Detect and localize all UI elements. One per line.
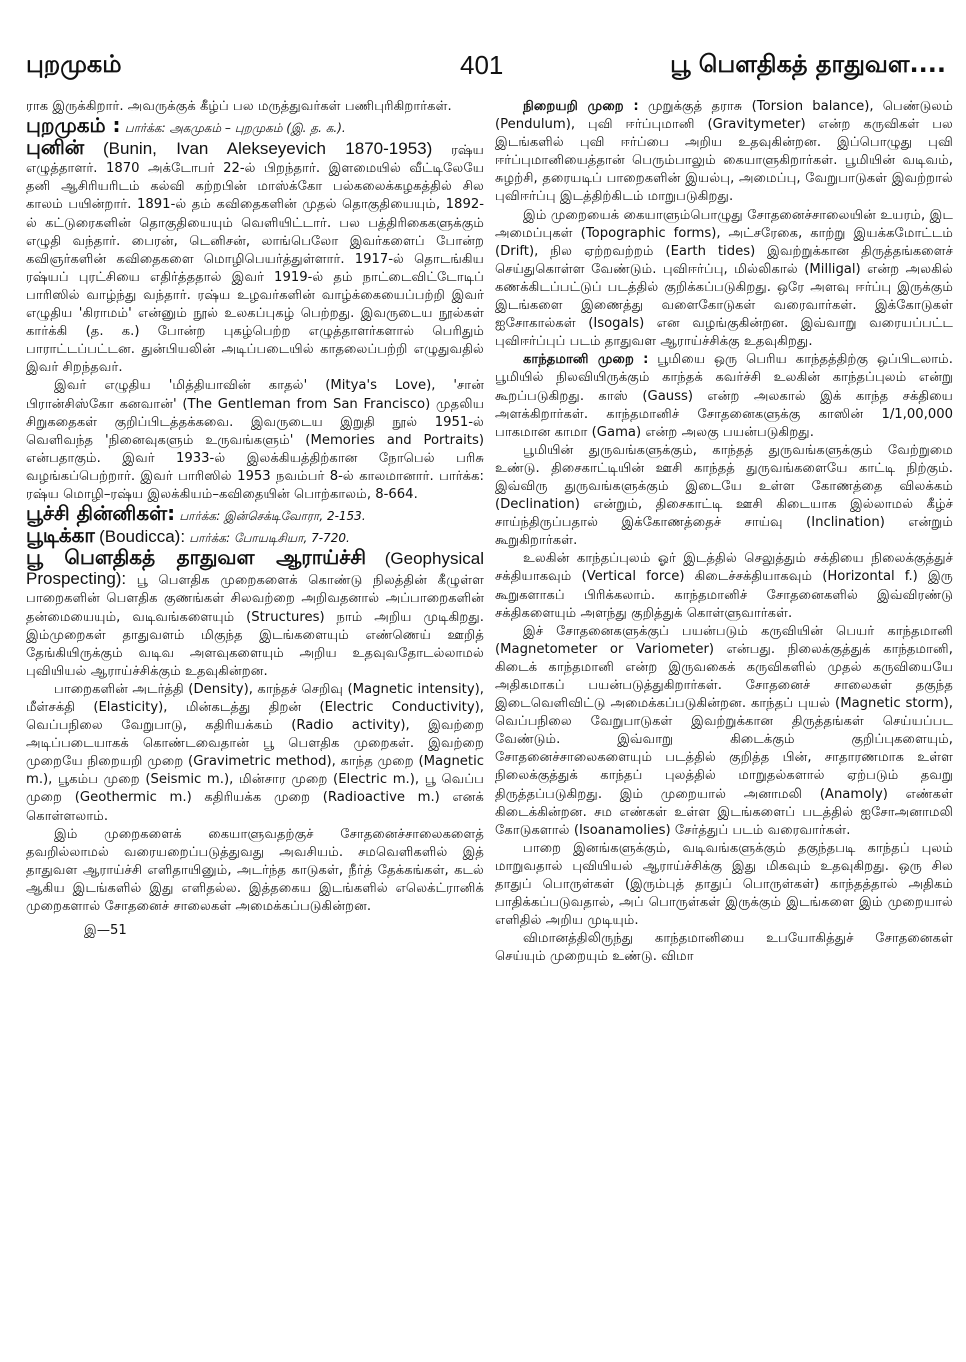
headword: பூ பௌதிகத் தாதுவள ஆராய்ச்சி xyxy=(26,545,367,570)
entry-text: ரஷ்ய எழுத்தாளர். 1870 அக்டோபர் 22-ல் பிறந்தார். இளமையில் வீட்டிலேயே தனி ஆசிரியரிடம் கல்வி கற்றபின் மாஸ்க்கோ பல்கலைக்கழகத்தில் சில காலம் பயின்றார். 1891-ல் தம் கவிதைகளின் முதல் தொகுதியையும், 1892-ல் கட்டுரைகளின் தொகுதியையும் வெளியிட்டார். பல பத்திரிகைகளுக்கும் எழுதி வந்தார். பைரன், டெனிசன், லாங்பெலோ இவர்களைப் போன்ற கவிஞர்களின் கவிதைகளை மொழிபெயர்த்துள்ளார். 1917-ல் தொடங்கிய ரஷ்யப் புரட்சியை எதிர்த்ததால் இவர் 1919-ல் தம் நாட்டைவிட்டோடிப் பாரிஸில் வாழ்ந்து வந்தார். ரஷ்ய உழவர்களின் வாழ்க்கையைப்பற்றி இவர் எழுதிய 'கிராமம்' என்னும் நூல் உலகப்புகழ் பெற்றது. இவருடைய நூல்கள் கார்க்கி (த. க.) போன்ற புகழ்பெற்ற எழுத்தாளர்களால் பெரிதும் பாராட்டப்பட்டன. துன்பியலின் அடிப்படையில் காதலைப்பற்றி எழுதுவதில் இவர் சிறந்தவர். xyxy=(26,143,484,376)
section-gravimetric xyxy=(495,98,953,207)
headword: புனின் xyxy=(26,135,85,160)
entry-geophysical-prospecting xyxy=(26,545,484,681)
entry-bunin xyxy=(26,135,484,377)
entry-paragraph: பாறைகளின் அடர்த்தி (Density), காந்தச் செறிவு (Magnetic intensity), மீள்சக்தி (Elasticity), மின்கடத்து திறன் (Electric Conductivity), வெப்பநிலை வேறுபாடு, கதிரியக்கம் (Radio activity), இவற்றை அடிப்படையாகக் கொண்டவைதான் பூ பௌதிக முறைகள். இவற்றை முறையே நிறையறி முறை (Gravimetric method), காந்த முறை (Magnetic m.), பூகம்ப முறை (Seismic m.), மின்சார முறை (Electric m.), பூ வெப்ப முறை (Geothermic m.) கதிரியக்க முறை (Radioactive m.) எனக் கொள்ளலாம். xyxy=(26,681,484,824)
paragraph: உலகின் காந்தப்புலம் ஓர் இடத்தில் செலுத்தும் சக்தியை நிலைக்குத்துச் சக்தியாகவும் (Vertical force) கிடைச்சக்தியாகவும் (Horizontal f.) இரு கூறுகளாகப் பிரிக்கலாம். காந்தமானிச் சோதனைகளில் இவ்விரண்டு சக்திகளையும் அளந்து குறித்துக் கொள்ளுவார்கள். xyxy=(495,551,953,621)
cross-reference: பார்க்க: போயடிசியா, 7-720. xyxy=(189,531,350,546)
headword-english: (Bunin, Ivan Alekseyevich 1870-1953) xyxy=(103,139,433,159)
left-column xyxy=(26,98,484,940)
headword: பூடிக்கா xyxy=(26,523,95,548)
right-column xyxy=(495,98,953,967)
continuation-paragraph: ராக இருக்கிறார். அவருக்குக் கீழ்ப் பல மருத்துவர்கள் பணிபுரிகிறார்கள். xyxy=(26,99,452,114)
running-head-right: பூ பௌதிகத் தாதுவள.... xyxy=(670,50,946,78)
paragraph: இச் சோதனைகளுக்குப் பயன்படும் கருவியின் பெயர் காந்தமானி (Magnetometer or Variometer) என்பது. நிலைக்குத்துக் காந்தமானி, கிடைக் காந்தமானி என்ற இருவகைக் கருவிகளில் முதல் கருவியையே அதிகமாகப் பயன்படுத்துகிறார்கள். சோதனைச் சாலைகள் தகுந்த இடைவெளிவிட்டு அமைக்கப்படுகின்றன. காந்தப் புயல் (Magnetic storm), வெப்பநிலை வேறுபாடுகள் இவற்றுக்கான திருத்தங்கள் செய்யப்பட வேண்டும். இவ்வாறு கிடைக்கும் குறிப்புகளையும், சோதனைச்சாலைகளையும் படத்தில் குறித்த பின், சாதாரணமாக உள்ள நிலைக்குத்துக் காந்தப் புலத்தில் மாறுதல்களால் ஏற்படும் தவறு திருத்தப்படுகிறது. இம் முறையால் அனாமலி (Anamoly) எண்கள் கிடைக்கின்றன. சம எண்கள் உள்ள இடங்களைப் படத்தில் ஐசோஅனாமலி கோடுகளால் (Isoanamolies) சேர்த்துப் படம் வரைவார்கள். xyxy=(495,623,953,838)
running-head-left: புறமுகம் xyxy=(26,50,122,78)
headword-english: (Boudicca): xyxy=(99,527,186,547)
entry-paragraph: இவர் எழுதிய 'மித்தியாவின் காதல்' (Mitya's Love), 'சான் பிரான்சிஸ்கோ கனவான்' (The Gentleman from San Francisco) முதலிய சிறுகதைகள் குறிப்பிடத்தக்கவை. இவருடைய இறுதி நூல் 1951-ல் வெளிவந்த 'நினைவுகளும் உருவங்களும்' (Memories and Portraits) என்பதாகும். இவர் 1933-ல் இலக்கியத்திற்கான நோபெல் பரிசு வழங்கப்பெற்றார். இவர் பாரிஸில் 1953 நவம்பர் 8-ல் காலமானார். பார்க்க: ரஷ்ய மொழி–ரஷ்ய இலக்கியம்–கவிதையின் பொற்காலம், 8-664. xyxy=(26,378,484,502)
headword: புறமுகம் : xyxy=(26,113,121,138)
section-text: முறுக்குத் தராசு (Torsion balance), பெண்டுலம் (Pendulum), புவி ஈர்ப்புமானி (Gravitymeter) என்ற கருவிகள் பல இடங்களில் புவி ஈர்ப்பை அறிய உதவுகின்றன. இப்பொழுது புவி ஈர்ப்புமானியைத்தான் பெரும்பாலும் கையாளுகிறார்கள். பூமியின் வடிவம், சுழற்சி, தரையடிப் பாறைகளின் இயல்பு, அமைப்பு, வேறுபாடுகள் இவற்றால் புவிஈர்ப்பு இடத்திற்கிடம் மாறுபடுகிறது. xyxy=(495,99,953,205)
paragraph: விமானத்திலிருந்து காந்தமானியை உபயோகித்துச் சோதனைகள் செய்யும் முறையும் உண்டு. விமா xyxy=(495,931,953,965)
section-text: பூமியை ஒரு பெரிய காந்தத்திற்கு ஒப்பிடலாம். பூமியில் நிலவியிருக்கும் காந்தக் கவர்ச்சி உலகின் காந்தப்புலம் என்று கூறப்படுகிறது. காஸ் (Gauss) என்ற அலகால் இக் காந்த சக்தியை அளக்கிறார்கள். காந்தமானிச் சோதனைகளுக்கு காஸின் 1/1,00,000 பாகமான காமா (Gama) என்ற அலகு பயன்படுகிறது. xyxy=(495,352,953,440)
paragraph: பாறை இனங்களுக்கும், வடிவங்களுக்கும் தகுந்தபடி காந்தப் புலம் மாறுவதால் புவியியல் ஆராய்ச்சிக்கு இது மிகவும் உதவுகிறது. ஒரு சில தாதுப் பொருள்கள் (இரும்புத் தாதுப் பொருள்கள்) காந்தத்தால் அதிகம் பாதிக்கப்படுவதால், அப் பொருள்கள் இருக்கும் இடங்களை இம் முறையால் எளிதில் அறிய முடியும். xyxy=(495,840,953,929)
section-magnetic xyxy=(495,351,953,441)
paragraph: பூமியின் துருவங்களுக்கும், காந்தத் துருவங்களுக்கும் வேற்றுமை உண்டு. திசைகாட்டியின் ஊசி காந்தத் துருவங்களையே காட்டி நிற்கும். இவ்விரு துருவங்களுக்கும் இடையே உள்ள கோணத்தை விலக்கம் (Declination) என்றும், திசைகாட்டி ஊசி கிடையாக இல்லாமல் கீழ்ச் சாய்ந்திருப்பதால் இக்கோணத்தைச் சாய்வு (Inclination) என்றும் கூறுகிறார்கள். xyxy=(495,442,953,549)
signature-mark: இ—51 xyxy=(84,923,127,939)
entry-paragraph: இம் முறைகளைக் கையாளுவதற்குச் சோதனைச்சாலைகளைத் தவறில்லாமல் வரையறைப்படுத்துவது அவசியம். சமவெளிகளில் இத் தாதுவள ஆராய்ச்சி எளிதாயினும், அடர்ந்த காடுகள், நீர்த் தேக்கங்கள், கடல் ஆகிய இடங்களில் இது எளிதல்ல. இத்தகைய இடங்களில் எலெக்ட்ரானிக் முறைகளால் சோதனைச் சாலைகள் அமைக்கப்படுகின்றன. xyxy=(26,826,484,915)
entry-text: பூ பௌதிக முறைகளைக் கொண்டு நிலத்தின் கீழுள்ள பாறைகளின் பௌதிக குணங்கள் சிலவற்றை அறிவதனால் அப்பாறைகளின் தன்மையையும், வடிவங்களையும் (Structures) நாம் அறிய முடிகிறது. இம்முறைகள் தாதுவளம் மிகுந்த இடங்களையும் எண்ணெய் ஊறித் தேங்கியிருக்கும் வடிவ அளவுகளையும் அறிய உதவுவதோடல்லாமல் புவியியல் ஆராய்ச்சிக்கும் உதவுகின்றன. xyxy=(26,573,484,679)
cross-reference: பார்க்க: இன்செக்டிவோரா, 2-153. xyxy=(179,509,366,524)
cross-reference: பார்க்க: அகமுகம் – புறமுகம் (இ. த. க.). xyxy=(124,121,346,136)
headword-english: (Geophysical Prospecting): xyxy=(26,549,484,589)
headword: பூச்சி தின்னிகள்: xyxy=(26,501,176,526)
page-number: 401 xyxy=(460,50,504,80)
subheading: நிறையறி முறை : xyxy=(523,99,639,114)
entry-purumugam xyxy=(26,113,484,138)
paragraph: இம் முறையைக் கையாளும்பொழுது சோதனைச்சாலையின் உயரம், இட அமைப்புகள் (Topographic forms), அட்சரேகை, காற்று இயக்கமோட்டம் (Drift), நில ஏற்றவற்றம் (Earth tides) இவற்றுக்கான திருத்தங்களைச் செய்துகொள்ள வேண்டும். புவிஈர்ப்பு, மில்லிகால் (Milligal) என்ற அலகில் கணக்கிடப்பட்டுப் படத்தில் குறிக்கப்படுகிறது. ஒரே அளவு ஈர்ப்பு இருக்கும் இடங்களை இணைத்து வளைகோடுகள் வரைவார்கள். இக்கோடுகள் ஐசோகால்கள் (Isogals) என வழங்குகின்றன. இவ்வாறு வரையப்பட்ட புவிஈர்ப்புப் படம் தாதுவள ஆராய்ச்சிக்கு உதவுகிறது. xyxy=(495,207,953,350)
subheading: காந்தமானி முறை : xyxy=(523,352,649,368)
